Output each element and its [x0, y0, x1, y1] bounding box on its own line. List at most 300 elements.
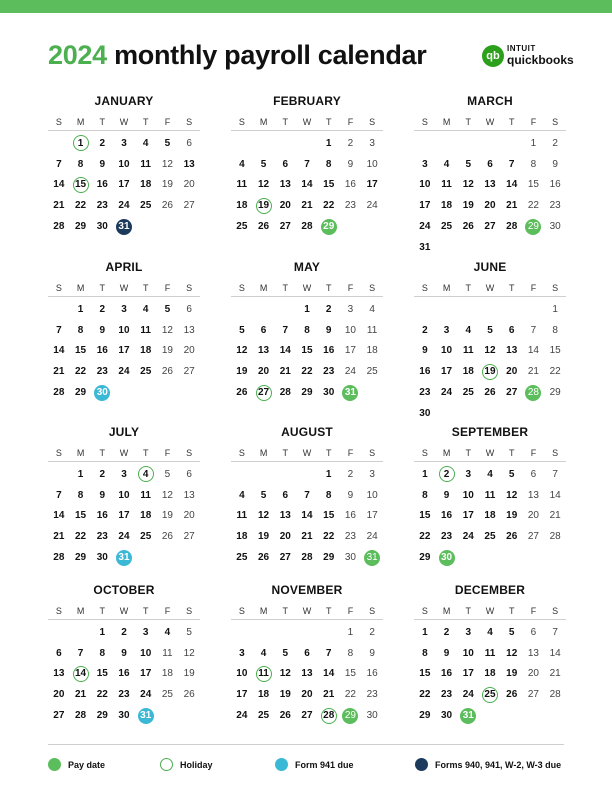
day-grid: [414, 464, 566, 568]
weekday-label: F: [530, 606, 537, 616]
day-cell: [253, 705, 275, 726]
day-number: 17: [441, 366, 453, 378]
day-number: 4: [142, 303, 149, 315]
day-cell: [178, 622, 200, 643]
day-number: 15: [344, 668, 356, 680]
day-number: 7: [530, 324, 537, 336]
month-september: [414, 425, 566, 568]
day-cell: [231, 361, 253, 382]
day-number: 26: [161, 200, 173, 212]
day-cell: [361, 684, 383, 705]
day-number: 6: [530, 626, 537, 638]
day-number: 12: [462, 179, 474, 191]
empty-day-cell: [274, 464, 296, 485]
day-cell: [479, 195, 501, 216]
day-number: 13: [258, 345, 270, 357]
weekday-label: S: [186, 448, 193, 458]
day-number: 5: [508, 468, 515, 480]
day-cell: [48, 664, 70, 685]
day-number: 18: [462, 366, 474, 378]
day-cell: [414, 705, 436, 726]
day-number: 10: [140, 647, 152, 659]
day-number: 6: [186, 137, 192, 149]
empty-day-cell: [296, 133, 318, 154]
day-number: 18: [140, 345, 152, 357]
day-cell: [318, 216, 340, 237]
weekday-label: S: [552, 117, 559, 127]
weekday-label: W: [485, 606, 495, 616]
day-number: 7: [282, 324, 289, 336]
day-cell: [501, 341, 523, 362]
day-number: 12: [236, 345, 248, 357]
day-number: 22: [96, 689, 108, 701]
day-number: 8: [347, 647, 354, 659]
day-number: 22: [75, 531, 87, 543]
day-number: 12: [183, 647, 195, 659]
day-number: 4: [487, 626, 493, 638]
day-cell: [178, 361, 200, 382]
day-number: 28: [279, 387, 291, 399]
day-number: 7: [56, 158, 62, 170]
day-cell: [296, 154, 318, 175]
day-cell: [523, 684, 545, 705]
weekday-label: T: [465, 117, 472, 127]
day-number: 18: [161, 668, 173, 680]
day-number: 29: [419, 710, 431, 722]
weekday-label: T: [282, 117, 289, 127]
day-number: 29: [96, 710, 108, 722]
day-number: 4: [443, 158, 450, 170]
day-number: 7: [508, 158, 515, 170]
day-number: 23: [96, 531, 108, 543]
empty-day-cell: [48, 464, 70, 485]
day-cell: [361, 664, 383, 685]
weekday-label: M: [442, 448, 451, 458]
month-name: MARCH: [467, 94, 513, 108]
day-number: 2: [99, 137, 106, 149]
day-cell: [479, 643, 501, 664]
day-number: 11: [140, 324, 151, 336]
day-cell: [361, 361, 383, 382]
day-number: 2: [121, 626, 127, 638]
day-number: 22: [419, 689, 431, 701]
empty-day-cell: [231, 299, 253, 320]
weekday-label: T: [142, 117, 149, 127]
day-cell: [340, 547, 362, 568]
day-number: 16: [118, 668, 130, 680]
day-cell: [274, 485, 296, 506]
day-cell: [414, 684, 436, 705]
weekday-label: M: [76, 283, 85, 293]
day-number: 15: [323, 510, 335, 522]
empty-day-cell: [274, 299, 296, 320]
day-number: 26: [462, 221, 474, 233]
day-number: 3: [369, 137, 375, 149]
day-cell: [544, 299, 566, 320]
day-cell: [523, 361, 545, 382]
day-cell: [274, 154, 296, 175]
day-cell: [436, 705, 458, 726]
day-number: 27: [301, 710, 313, 722]
day-cell: [48, 361, 70, 382]
day-number: 17: [140, 668, 152, 680]
day-cell: [91, 485, 113, 506]
day-cell: [479, 154, 501, 175]
day-number: 4: [164, 626, 171, 638]
day-number: 8: [552, 324, 558, 336]
day-cell: [501, 622, 523, 643]
day-number: 10: [236, 668, 248, 680]
day-number: 9: [325, 324, 332, 336]
day-cell: [157, 622, 179, 643]
day-number: 19: [183, 668, 195, 680]
day-number: 22: [301, 366, 313, 378]
month-name: JULY: [108, 425, 140, 439]
day-cell: [91, 705, 113, 726]
day-number: 16: [549, 179, 561, 191]
day-cell: [414, 464, 436, 485]
day-cell: [414, 664, 436, 685]
day-number: 28: [549, 531, 561, 543]
day-number: 25: [140, 200, 152, 212]
day-cell: [253, 341, 275, 362]
weekday-label: T: [282, 606, 289, 616]
day-cell: [274, 547, 296, 568]
day-cell: [113, 547, 135, 568]
day-cell: [48, 547, 70, 568]
weekday-label: W: [302, 606, 312, 616]
weekday-label: S: [421, 117, 428, 127]
day-cell: [231, 382, 253, 403]
day-number: 3: [142, 626, 149, 638]
day-number: 19: [161, 179, 173, 191]
month-name: AUGUST: [281, 425, 333, 439]
day-number: 1: [530, 137, 537, 149]
day-cell: [178, 506, 200, 527]
day-cell: [70, 382, 92, 403]
day-number: 7: [77, 647, 84, 659]
day-cell: [157, 506, 179, 527]
page-title: [48, 40, 426, 71]
day-cell: [231, 643, 253, 664]
day-cell: [340, 526, 362, 547]
day-number: 13: [527, 647, 539, 659]
day-cell: [501, 485, 523, 506]
day-cell: [436, 643, 458, 664]
day-number: 10: [441, 345, 453, 357]
day-number: 20: [279, 531, 291, 543]
day-number: 8: [77, 324, 84, 336]
day-cell: [414, 382, 436, 403]
day-number: 12: [161, 324, 173, 336]
top-accent-bar: [0, 0, 612, 13]
forms-dot-icon: [415, 758, 428, 771]
day-number: 9: [347, 489, 354, 501]
day-cell: [457, 485, 479, 506]
day-cell: [479, 320, 501, 341]
day-cell: [70, 526, 92, 547]
day-number: 30: [118, 710, 130, 722]
day-number: 21: [53, 531, 65, 543]
day-cell: [523, 506, 545, 527]
day-cell: [113, 705, 135, 726]
day-number: 9: [99, 158, 106, 170]
day-number: 16: [96, 510, 108, 522]
day-number: 13: [53, 668, 65, 680]
day-number: 11: [441, 179, 452, 191]
weekday-label: T: [465, 448, 472, 458]
day-number: 1: [552, 303, 558, 315]
day-number: 1: [325, 137, 332, 149]
day-cell: [178, 526, 200, 547]
day-cell: [296, 705, 318, 726]
day-number: 8: [99, 647, 106, 659]
weekday-label: T: [99, 606, 106, 616]
day-number: 27: [183, 531, 195, 543]
day-cell: [113, 622, 135, 643]
day-number: 7: [325, 647, 332, 659]
day-cell: [318, 664, 340, 685]
day-number: 11: [366, 324, 378, 336]
day-cell: [457, 382, 479, 403]
weekday-label: T: [325, 606, 332, 616]
weekday-header: [231, 445, 383, 462]
day-grid: [48, 299, 200, 403]
day-cell: [340, 485, 362, 506]
weekday-label: T: [99, 283, 106, 293]
day-number: 7: [56, 489, 62, 501]
day-cell: [414, 506, 436, 527]
weekday-label: T: [325, 283, 332, 293]
day-cell: [48, 643, 70, 664]
day-number: 2: [99, 303, 106, 315]
day-number: 11: [140, 489, 151, 501]
day-number: 22: [75, 366, 87, 378]
day-cell: [113, 299, 135, 320]
day-cell: [361, 643, 383, 664]
day-cell: [113, 195, 135, 216]
day-cell: [544, 195, 566, 216]
empty-day-cell: [501, 133, 523, 154]
weekday-header: [414, 603, 566, 620]
day-cell: [479, 622, 501, 643]
day-number: 9: [121, 647, 127, 659]
day-cell: [157, 526, 179, 547]
day-number: 18: [484, 510, 496, 522]
weekday-label: T: [325, 117, 332, 127]
empty-day-cell: [479, 133, 501, 154]
day-cell: [340, 464, 362, 485]
day-number: 11: [484, 647, 496, 659]
day-number: 26: [183, 689, 195, 701]
day-cell: [414, 341, 436, 362]
day-number: 18: [441, 200, 453, 212]
month-november: [231, 583, 383, 726]
day-number: 27: [53, 710, 65, 722]
day-cell: [340, 299, 362, 320]
day-cell: [544, 341, 566, 362]
day-cell: [544, 382, 566, 403]
day-number: 24: [462, 689, 474, 701]
title-year: 2024: [48, 40, 107, 70]
day-number-holiday: 11: [256, 666, 272, 682]
day-cell: [361, 320, 383, 341]
day-cell: [48, 175, 70, 196]
day-number: 18: [484, 668, 496, 680]
day-cell: [157, 299, 179, 320]
weekday-label: M: [442, 117, 451, 127]
day-cell: [436, 175, 458, 196]
day-number: 8: [77, 489, 84, 501]
day-cell: [318, 705, 340, 726]
day-number: 29: [549, 387, 561, 399]
holiday-ring-icon: [160, 758, 173, 771]
day-cell: [457, 684, 479, 705]
day-cell: [523, 195, 545, 216]
day-cell: [361, 464, 383, 485]
day-cell: [91, 133, 113, 154]
day-cell: [157, 133, 179, 154]
day-number: 13: [484, 179, 496, 191]
weekday-label: S: [55, 448, 62, 458]
day-number: 30: [441, 710, 453, 722]
empty-day-cell: [479, 299, 501, 320]
day-cell: [414, 547, 436, 568]
day-cell: [501, 684, 523, 705]
day-cell: [253, 485, 275, 506]
day-cell: [457, 341, 479, 362]
day-cell: [91, 320, 113, 341]
weekday-label: T: [142, 606, 149, 616]
day-number: 17: [366, 510, 378, 522]
day-cell: [414, 622, 436, 643]
day-number: 18: [236, 200, 248, 212]
day-number: 28: [53, 221, 65, 233]
day-number: 13: [279, 510, 291, 522]
day-cell: [178, 320, 200, 341]
day-cell: [501, 464, 523, 485]
empty-day-cell: [274, 622, 296, 643]
day-number: 20: [258, 366, 270, 378]
day-number: 3: [465, 468, 472, 480]
day-number: 4: [465, 324, 472, 336]
day-cell: [48, 154, 70, 175]
day-cell: [479, 684, 501, 705]
day-cell: [296, 485, 318, 506]
empty-day-cell: [414, 133, 436, 154]
day-number: 30: [323, 387, 335, 399]
day-number: 17: [236, 689, 248, 701]
day-number: 14: [527, 345, 539, 357]
empty-day-cell: [274, 133, 296, 154]
day-cell: [544, 133, 566, 154]
day-number: 6: [508, 324, 515, 336]
day-number: 5: [186, 626, 192, 638]
weekday-header: [231, 114, 383, 131]
day-cell: [436, 506, 458, 527]
day-number: 15: [96, 668, 108, 680]
day-cell: [253, 175, 275, 196]
weekday-label: S: [55, 606, 62, 616]
day-cell: [135, 684, 157, 705]
day-number: 15: [419, 668, 431, 680]
day-cell: [135, 361, 157, 382]
month-name: JUNE: [473, 260, 507, 274]
day-number: 3: [369, 468, 375, 480]
day-cell: [178, 464, 200, 485]
day-number: 24: [118, 531, 130, 543]
day-cell: [501, 361, 523, 382]
day-cell: [479, 506, 501, 527]
day-number: 4: [239, 158, 245, 170]
quickbooks-logo: [482, 44, 572, 72]
day-cell: [157, 361, 179, 382]
day-number: 23: [366, 689, 378, 701]
day-cell: [414, 526, 436, 547]
day-cell: [157, 464, 179, 485]
day-number: 5: [239, 324, 245, 336]
day-number: 18: [236, 531, 248, 543]
day-number: 25: [140, 531, 152, 543]
day-cell: [318, 299, 340, 320]
day-number: 7: [56, 324, 62, 336]
weekday-label: W: [119, 117, 129, 127]
day-number: 20: [506, 366, 518, 378]
day-number: 7: [552, 468, 558, 480]
day-number: 29: [301, 387, 313, 399]
day-cell: [523, 464, 545, 485]
day-cell: [340, 622, 362, 643]
day-number: 20: [53, 689, 65, 701]
day-number: 18: [366, 345, 378, 357]
weekday-label: S: [238, 283, 245, 293]
day-number: 3: [347, 303, 354, 315]
day-number: 6: [530, 468, 537, 480]
day-number: 22: [344, 689, 356, 701]
day-grid: [48, 464, 200, 568]
day-number-f941: 31: [138, 708, 154, 724]
month-april: [48, 260, 200, 403]
day-cell: [318, 320, 340, 341]
day-number: 21: [53, 366, 65, 378]
day-cell: [113, 216, 135, 237]
day-number: 11: [462, 345, 474, 357]
empty-day-cell: [70, 622, 92, 643]
month-june: [414, 260, 566, 424]
day-number: 22: [549, 366, 561, 378]
weekday-label: W: [302, 283, 312, 293]
day-number: 10: [118, 489, 130, 501]
day-cell: [457, 526, 479, 547]
day-cell: [457, 216, 479, 237]
weekday-label: M: [76, 117, 85, 127]
day-cell: [113, 506, 135, 527]
day-cell: [361, 526, 383, 547]
day-number: 7: [304, 158, 310, 170]
day-cell: [253, 643, 275, 664]
day-number: 5: [260, 489, 267, 501]
day-cell: [91, 195, 113, 216]
day-number: 1: [77, 303, 84, 315]
day-cell: [318, 361, 340, 382]
day-number: 30: [96, 552, 108, 564]
day-number: 24: [366, 531, 378, 543]
day-cell: [414, 485, 436, 506]
day-cell: [70, 705, 92, 726]
day-number: 6: [186, 468, 192, 480]
day-cell: [274, 341, 296, 362]
day-number: 25: [140, 366, 152, 378]
